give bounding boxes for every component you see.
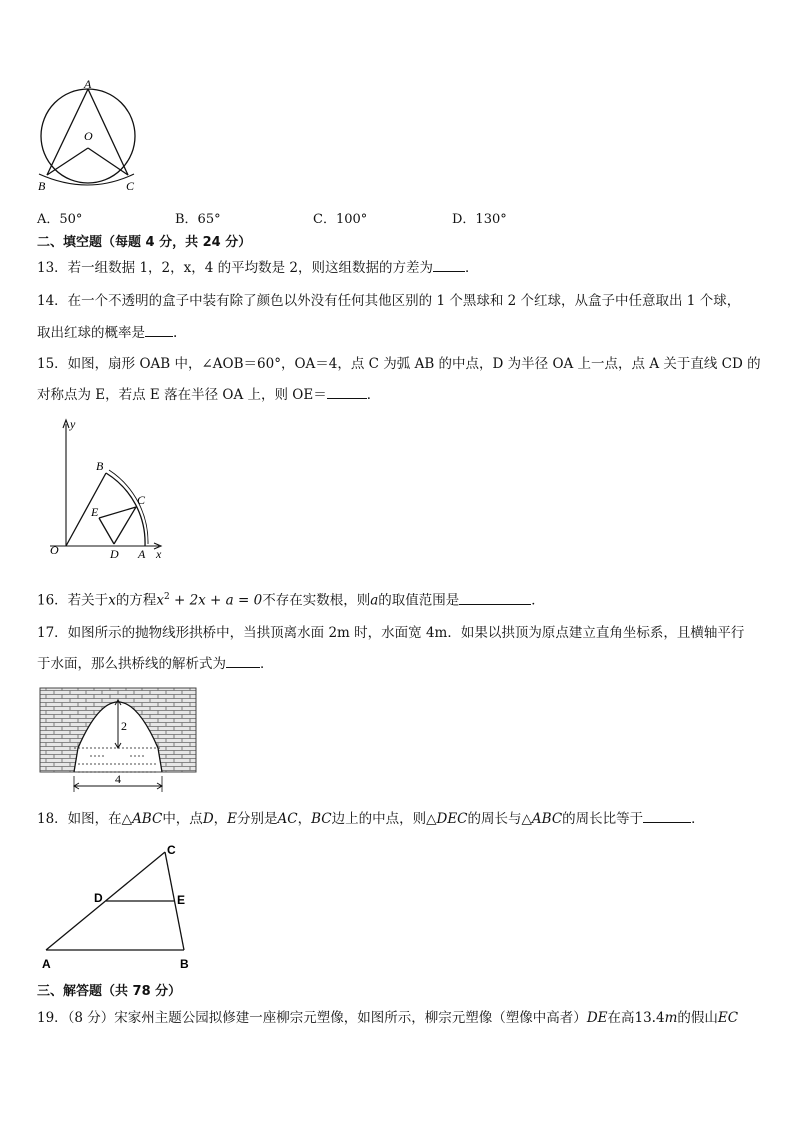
q19-text bbox=[37, 1009, 738, 1027]
q19-de: DE bbox=[586, 1010, 608, 1026]
q16-answer-blank bbox=[459, 592, 531, 605]
section3-title: 三、解答题（共 78 分） bbox=[37, 984, 182, 999]
q18-label-B: B bbox=[180, 957, 189, 971]
q16-pre: 16．若关于 bbox=[37, 592, 109, 609]
q13-stem: 13．若一组数据 1，2，x，4 的平均数是 2，则这组数据的方差为 bbox=[37, 260, 434, 276]
section2-title: 二、填空题（每题 4 分，共 24 分） bbox=[37, 235, 252, 250]
q15-line2 bbox=[37, 386, 380, 404]
q16-eq-exponent: 2 bbox=[163, 592, 170, 602]
q12-option-a: A．50° bbox=[37, 212, 83, 227]
q15-label-B: B bbox=[96, 459, 104, 473]
q17-answer-blank bbox=[226, 655, 260, 668]
q18-abc1: ABC bbox=[132, 811, 163, 827]
q16-eq-rest: + 2x + a = 0 bbox=[169, 592, 263, 609]
q16-text bbox=[37, 588, 545, 610]
q15-label-D: D bbox=[110, 547, 119, 561]
q15-line1: 15．如图，扇形 OAB 中，∠AOB＝60°，OA＝4，点 C 为弧 AB 的中点，D 为半径 OA 上一点，点 A 关于直线 CD 的 bbox=[37, 356, 761, 372]
q15-end: ． bbox=[366, 387, 381, 403]
q16-var-a: a bbox=[370, 592, 379, 609]
q18-triangle-figure bbox=[38, 842, 198, 974]
q16-mid2: 不存在实数根，则 bbox=[262, 592, 371, 609]
q16-var-x: x bbox=[108, 592, 116, 609]
q12-option-c: C．100° bbox=[313, 212, 368, 227]
q19-unit: m bbox=[664, 1010, 678, 1026]
q13-answer-blank bbox=[433, 259, 465, 272]
q17-end: ． bbox=[260, 656, 274, 672]
q18-mid1: 中，点 bbox=[162, 811, 203, 827]
q15-label-A: A bbox=[138, 547, 146, 561]
q18-mid4: 的周长与△ bbox=[467, 811, 532, 827]
q18-mid3: 边上的中点，则△ bbox=[331, 811, 437, 827]
q15-sector-figure bbox=[44, 418, 174, 563]
q19-pre: 19．（8 分）宋家州主题公园拟修建一座柳宗元塑像，如图所示，柳宗元塑像（塑像中高者） bbox=[37, 1010, 587, 1026]
q18-label-E: E bbox=[177, 893, 186, 907]
q12-point-B: B bbox=[38, 179, 46, 193]
q18-dec: DEC bbox=[436, 811, 468, 827]
q18-pre: 18．如图，在△ bbox=[37, 811, 133, 827]
q17-arch-bridge-figure bbox=[38, 686, 200, 794]
q12-option-b: B．65° bbox=[175, 212, 221, 227]
q12-option-d: D．130° bbox=[452, 212, 507, 227]
q18-e: E bbox=[227, 811, 237, 827]
q18-bc: BC bbox=[311, 811, 332, 827]
q12-point-C: C bbox=[126, 179, 135, 193]
q17-line2 bbox=[37, 655, 274, 673]
q19-height: 13.4 bbox=[634, 1010, 665, 1026]
q16-post: 的取值范围是 bbox=[378, 592, 460, 609]
q15-label-E: E bbox=[91, 505, 99, 519]
q17-width-label: 4 bbox=[115, 772, 121, 786]
q18-text bbox=[37, 810, 705, 828]
q18-ac: AC bbox=[277, 811, 298, 827]
q12-point-O: O bbox=[84, 129, 93, 143]
q18-comma2: ， bbox=[297, 811, 312, 827]
q18-comma1: ， bbox=[213, 811, 228, 827]
q18-label-D: D bbox=[94, 891, 103, 905]
q18-mid2: 分别是 bbox=[237, 811, 278, 827]
q14-stem: 取出红球的概率是 bbox=[37, 325, 145, 341]
q15-label-y: y bbox=[70, 418, 76, 431]
q15-label-O: O bbox=[50, 543, 59, 557]
q18-label-C: C bbox=[167, 843, 176, 857]
q16-eq-x: x bbox=[156, 592, 164, 609]
q19-post: 的假山 bbox=[677, 1010, 718, 1026]
q19-mid: 在高 bbox=[607, 1010, 635, 1026]
q17-line1: 17．如图所示的抛物线形拱桥中，当拱顶离水面 2m 时，水面宽 4m．如果以拱顶为原点建立直角坐标系，且横轴平行 bbox=[37, 625, 745, 641]
q15-answer-blank bbox=[327, 386, 367, 399]
q15-stem: 对称点为 E，若点 E 落在半径 OA 上，则 OE＝ bbox=[37, 387, 327, 403]
q17-stem: 于水面，那么拱桥线的解析式为 bbox=[37, 656, 226, 672]
q18-abc2: ABC bbox=[531, 811, 563, 827]
q15-label-x: x bbox=[156, 547, 162, 561]
q18-d: D bbox=[202, 811, 214, 827]
q18-answer-blank bbox=[643, 810, 691, 823]
q14-line2 bbox=[37, 324, 177, 342]
q12-circle-figure bbox=[34, 78, 144, 196]
q12-point-A: A bbox=[84, 78, 92, 91]
q13-end: ． bbox=[465, 260, 479, 276]
q18-end: ． bbox=[691, 811, 705, 827]
q19-ec: EC bbox=[717, 1010, 739, 1026]
q15-label-C: C bbox=[137, 493, 146, 507]
q14-end: . bbox=[173, 325, 178, 341]
q18-label-A: A bbox=[42, 957, 51, 971]
q16-mid1: 的方程 bbox=[115, 592, 157, 609]
q14-line1: 14．在一个不透明的盒子中装有除了颜色以外没有任何其他区别的 1 个黑球和 2 个红球，从盒子中任意取出 1 个球， bbox=[37, 293, 741, 309]
q17-height-label: 2 bbox=[121, 719, 127, 733]
q18-mid5: 的周长比等于 bbox=[562, 811, 644, 827]
q13-text bbox=[37, 259, 479, 277]
q16-end: ． bbox=[531, 592, 545, 609]
q14-answer-blank bbox=[145, 324, 173, 337]
